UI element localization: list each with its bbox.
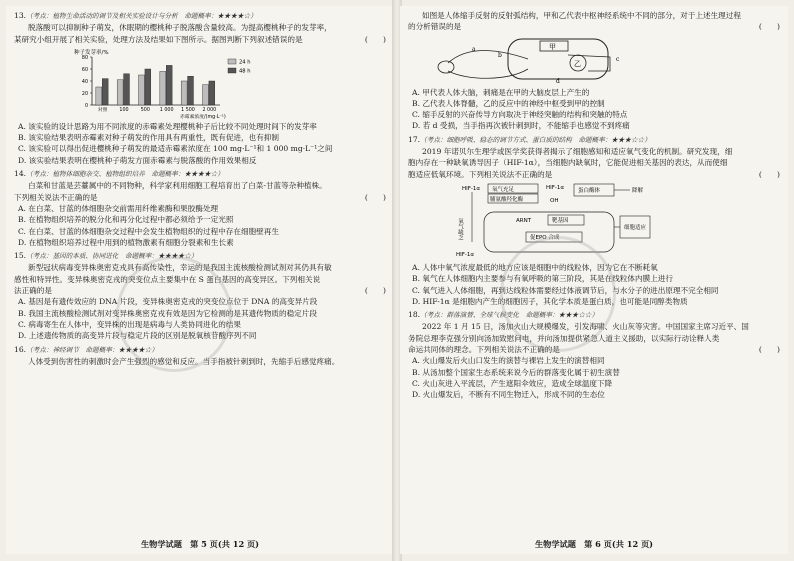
q14-tag: （考点：植物体细胞杂交、植物组织培养 命题概率：★★★★☆） — [26, 170, 224, 179]
q17-tag: （考点：细胞呼吸、稳态的调节方式、蛋白质的结构 命题概率：★★★☆☆） — [420, 135, 651, 144]
afferent-path — [448, 50, 528, 63]
q14-number: 14. — [14, 169, 27, 179]
q13-option-c[interactable]: C. 该实验可以得出促进樱桃种子萌发的最适赤霉素浓度在 100 mg·L⁻¹和 1 000 mg·L⁻¹之间 — [18, 144, 333, 154]
reflex-arc-svg — [428, 35, 658, 85]
x-tick-label: 2 000 — [202, 107, 217, 113]
bar-48h-0 — [102, 78, 108, 104]
question-16-continued — [408, 10, 780, 132]
q16-option-a[interactable]: A. 甲代表人体大脑，刺痛是在甲的大脑皮层上产生的 — [412, 87, 590, 97]
enzyme-label: 脯氨酸羟化酶 — [490, 196, 524, 203]
q13-stem-2: 某研究小组开展了相关实验，处理方法及结果如下图所示。据图判断下列叙述错误的是 ( ) — [14, 34, 386, 44]
bar-48h-4 — [188, 76, 194, 105]
answer-paren: ( ) — [364, 34, 386, 44]
label-jia: 甲 — [549, 42, 556, 51]
q17-stem-2: 胞内存在一种缺氧诱导因子（HIF-1α），当细胞内缺氧时，它能促进相关基因的表达，从而使细 — [408, 158, 728, 168]
bar-48h-3 — [166, 65, 172, 105]
q14-stem-1: 白菜和甘蓝是芸薹属中的不同物种，科学家利用细胞工程培育出了白菜-甘蓝等杂种植株。 — [28, 181, 327, 191]
q18-stem-2: 务院总理李克强分别向汤加致慰问电，并向汤加提供紧急人道主义援助，以实际行动诠释人类 — [408, 333, 720, 343]
question-18 — [408, 309, 780, 400]
hif-label-top2: HIF-1α — [546, 184, 565, 191]
legend-swatch — [228, 68, 236, 73]
left-column — [14, 10, 386, 367]
label-a: a — [472, 45, 476, 53]
q16-number: 16. — [14, 344, 27, 354]
x-tick-label: 对照 — [97, 107, 108, 113]
q14-option-c[interactable]: C. 在白菜、甘蓝的体细胞杂交过程中会发生植物组织的过程中存在细胞壁再生 — [18, 226, 279, 236]
q15-stem-1: 新型冠状病毒变异株奥密克戎具有高传染性，幸运的是我国主流核酸检测试剂对其仍具有敏 — [28, 263, 332, 273]
q18-stem-3: 命运共同体的理念。下列相关说法不正确的是 ( ) — [408, 345, 780, 355]
bar-24h-2 — [139, 75, 145, 105]
germination-bar-chart — [70, 47, 270, 119]
q16-stem-3: 的分析错误的是 ( ) — [408, 22, 780, 32]
q17-number: 17. — [408, 134, 421, 144]
label-d: d — [556, 77, 560, 85]
label-c: c — [616, 55, 620, 63]
q17-stem-1: 2019 年诺贝尔生理学或医学奖获得者揭示了细胞感知和适应氧气变化的机制。研究发现，细 — [422, 147, 733, 157]
q14-option-d[interactable]: D. 在植物组织培养过程中用到的植物激素有细胞分裂素和生长素 — [18, 237, 234, 247]
q18-tag: （考点：群落演替、全球气候变化 命题概率：★★★☆☆） — [420, 311, 599, 320]
answer-paren: ( ) — [364, 286, 386, 296]
q13-tag: （考点：植物生命活动的调节及相关实验设计与分析 命题概率：★★★★☆） — [26, 12, 257, 20]
x-axis-label: 赤霉素浓度/(mg·L⁻¹) — [180, 114, 226, 119]
right-column — [408, 10, 780, 401]
reflex-arc-diagram — [428, 35, 658, 85]
label-yi: 乙 — [574, 59, 581, 68]
q15-option-a[interactable]: A. 基因是有遗传效应的 DNA 片段，变异株奥密克戎的突变位点位于 DNA 的高变异片段 — [18, 297, 318, 307]
question-13 — [14, 10, 386, 166]
q18-option-a[interactable]: A. 火山爆发后火山口发生的演替与裸岩上发生的演替相同 — [412, 356, 605, 366]
bar-24h-3 — [160, 71, 166, 105]
degrade-label: 降解 — [632, 187, 644, 194]
q17-stem-3: 胞适应低氧环境。下列相关说法不正确的是 ( ) — [408, 169, 780, 179]
oh-label: OH — [550, 197, 559, 204]
q13-stem-1: 脱落酸可以抑制种子萌发，休眠期的樱桃种子脱落酸含量较高。为提高樱桃种子的发芽率， — [28, 23, 332, 33]
efferent-path — [448, 69, 528, 78]
arnt-label: ARNT — [516, 217, 532, 224]
x-tick-label: 1 500 — [181, 107, 195, 113]
q18-option-c[interactable]: C. 火山灰进入平流层，产生遮阳伞效应，造成全球温度下降 — [412, 378, 613, 388]
spinal-cord-outline — [508, 39, 608, 79]
answer-paren: ( ) — [758, 22, 780, 32]
y-tick-label: 20 — [81, 91, 88, 97]
bar-48h-1 — [124, 74, 130, 105]
q16-option-d[interactable]: D. 若 d 受损，当手指再次被针刺到时，不能缩手也感觉不到疼痛 — [412, 121, 630, 131]
q13-option-d[interactable]: D. 该实验结果表明在樱桃种子萌发方面赤霉素与脱落酸的作用效果相反 — [18, 155, 257, 165]
hif-label-top: HIF-1α — [462, 185, 481, 192]
chart-title: 种子发芽率/% — [74, 49, 109, 56]
question-16 — [14, 344, 386, 368]
q15-number: 15. — [14, 251, 27, 261]
answer-paren: ( ) — [364, 192, 386, 202]
question-15 — [14, 250, 386, 341]
page-footer: 生物学试题 第 6 页(共 12 页) — [534, 539, 654, 549]
q14-option-b[interactable]: B. 在植物组织培养的脱分化和再分化过程中都必须给予一定光照 — [18, 215, 234, 225]
q16-stem-1: 人体受到伤害性的刺激时会产生强烈的感觉和反应。当手指被针刺到时，先缩手后感觉疼痛。 — [28, 356, 340, 366]
oxygen-rich-label: 氧气充足 — [492, 186, 515, 193]
y-tick-label: 60 — [81, 67, 88, 73]
question-14 — [14, 168, 386, 248]
q14-stem-2: 下列相关说法不正确的是 ( ) — [14, 192, 386, 202]
q15-option-b[interactable]: B. 我国主流核酸检测试剂对变异株奥密克戎有效是因为它检测的是其遗传物质的稳定片段 — [18, 308, 317, 318]
q15-stem-2: 感性和特异性。变异株奥密克戎的突变位点主要集中在 S 蛋白基因的高变异区。下列相关说 — [14, 274, 321, 284]
page-footer: 生物学试题 第 5 页(共 12 页) — [140, 539, 260, 549]
q18-number: 18. — [408, 310, 421, 320]
x-tick-label: 500 — [140, 107, 150, 113]
q18-option-b[interactable]: B. 从汤加整个国家生态系统来说今后的群落变化属于初生演替 — [412, 367, 620, 377]
answer-paren: ( ) — [758, 345, 780, 355]
target-gene-label: 靶基因 — [552, 217, 569, 224]
legend-swatch — [228, 59, 236, 64]
x-tick-label: 100 — [119, 107, 129, 113]
bar-48h-2 — [145, 69, 151, 105]
bar-48h-5 — [209, 81, 215, 105]
page-6 — [400, 6, 788, 554]
hif-svg — [454, 182, 674, 260]
receptor-effector — [438, 61, 454, 73]
y-tick-label: 40 — [81, 79, 88, 85]
bar-24h-1 — [117, 80, 123, 105]
bar-24h-5 — [203, 84, 209, 104]
q15-stem-3: 法正确的是 ( ) — [14, 286, 386, 296]
answer-paren: ( ) — [758, 169, 780, 179]
q16-option-c[interactable]: C. 缩手反射的兴奋传导方向取决于神经突触的结构和突触的特点 — [412, 110, 628, 120]
cell-adapt-label: 细胞适应 — [624, 224, 647, 231]
legend-label: 24 h — [239, 59, 251, 66]
legend-label: 48 h — [239, 68, 251, 75]
proteasome-label: 蛋白酶体 — [578, 187, 601, 194]
x-tick-label: 1 000 — [159, 107, 174, 113]
q17-option-d[interactable]: D. HIF-1α 是细胞内产生的细胞因子，其化学本质是蛋白质，也可能是同醇类物质 — [412, 296, 688, 306]
y-tick-label: 0 — [84, 103, 88, 109]
hif-pathway-diagram — [454, 182, 674, 260]
q15-tag: （考点：基因的本质、协同进化 命题概率：★★★★☆） — [26, 252, 198, 261]
bar-24h-4 — [181, 81, 187, 105]
chart-svg — [70, 47, 270, 119]
page-5 — [6, 6, 394, 554]
oxygen-lack-label: 氧气缺乏 — [457, 217, 463, 240]
q13-option-a[interactable]: A. 该实验的设计思路为用不同浓度的赤霉素处理樱桃种子后比较不同处理时间下的发芽率 — [18, 121, 317, 131]
q17-option-a[interactable]: A. 人体中氧气浓度最低的地方应该是细胞中的线粒体，因为它在不断耗氧 — [412, 262, 658, 272]
q13-number: 13. — [14, 11, 27, 20]
q18-option-d[interactable]: D. 火山爆发后，不断有不同生物迁入，形成不同的生态位 — [412, 390, 605, 400]
question-17 — [408, 134, 780, 307]
hif-label-low: HIF-1α — [456, 251, 475, 258]
q16-tag: （考点：神经调节 命题概率：★★★★☆） — [26, 345, 158, 354]
q16-stem-2: 如图是人体缩手反射的反射弧结构，甲和乙代表中枢神经系统中不同的部分，对于上述生理过程 — [422, 11, 741, 20]
q16-option-b[interactable]: B. 乙代表人体脊髓，乙的反应中的神经中枢受到甲的控制 — [412, 98, 605, 108]
q13-option-b[interactable]: B. 该实验结果表明赤霉素对种子萌发的作用具有两重性，既有促进，也有抑制 — [18, 133, 279, 143]
y-tick-label: 80 — [81, 55, 88, 61]
q14-option-a[interactable]: A. 在白菜、甘蓝的体细胞杂交前需用纤维素酶和果胶酶处理 — [18, 203, 219, 213]
q18-stem-1: 2022 年 1 月 15 日，汤加火山大规模爆发，引发海啸、火山灰等灾害。中国国家主席习近平、国 — [422, 322, 749, 332]
epo-label: 促EPO 合成 — [530, 234, 560, 241]
label-b: b — [498, 51, 502, 59]
q17-option-b[interactable]: B. 氧气在人体细胞内主要参与有氧呼吸的第三阶段，其是在线粒体内膜上进行 — [412, 274, 673, 284]
bar-24h-0 — [96, 87, 102, 105]
q15-option-c[interactable]: C. 病毒寄生在人体中，变异株的出现是病毒与人类协同进化的结果 — [18, 319, 241, 329]
q15-option-d[interactable]: D. 上述遗传物质的高变异片段与稳定片段的区别是脱氧核苷酸序列不同 — [18, 331, 257, 341]
q17-option-c[interactable]: C. 氧气进入人体细胞，再到达线粒体需要经过体液调节后，与水分子的进出原理不完全相同 — [412, 285, 719, 295]
